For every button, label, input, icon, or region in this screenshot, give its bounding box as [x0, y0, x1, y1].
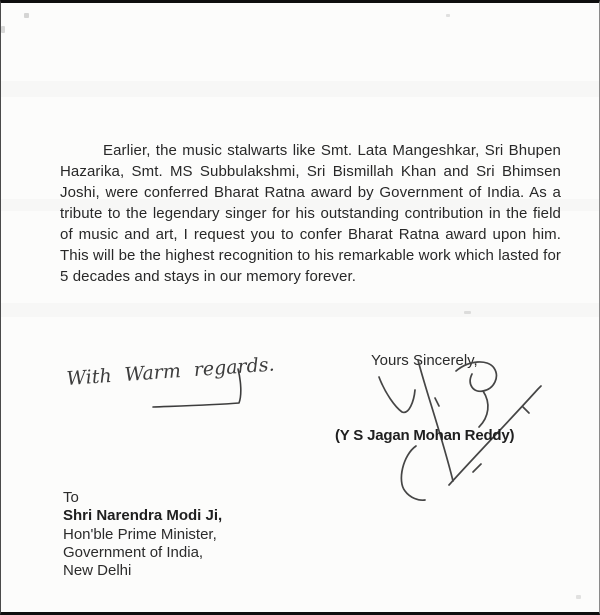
handwritten-regards-note [46, 341, 281, 426]
signature-stroke [435, 398, 439, 406]
valediction-text: Yours Sincerely, [371, 352, 478, 369]
scan-band [1, 303, 599, 317]
signature-stroke [379, 377, 415, 412]
recipient-title: Hon'ble Prime Minister, [63, 525, 217, 543]
recipient-organization: Government of India, [63, 543, 204, 561]
scan-band [1, 81, 599, 97]
signature-stroke [523, 407, 529, 413]
recipient-salutation: To [63, 489, 79, 506]
letter-body-paragraph: Earlier, the music stalwarts like Smt. Lata Mangeshkar, Sri Bhupen Hazarika, Smt. MS Subbulakshmi, Sri Bismillah Khan and Sri Bhimsen Joshi, were conferred Bharat Ratna award by Government of India. As a tribute to the legendary singer for his outstanding contribution in the field of music and art, I request you to confer Bharat Ratna award upon him. This will be the highest recognition to his remarkable work which lasted for 5 decades and stays in our memory forever. [60, 142, 561, 285]
scan-speck [576, 595, 581, 599]
recipient-address-block [63, 489, 222, 580]
signature-stroke [401, 446, 425, 500]
scan-speck [24, 13, 29, 18]
signature-stroke [418, 360, 453, 481]
recipient-city: New Delhi [63, 562, 132, 580]
signature-stroke [473, 464, 481, 472]
scan-speck [446, 14, 450, 17]
recipient-name: Shri Narendra Modi Ji, [63, 507, 223, 525]
signature-stroke [456, 362, 496, 391]
handwritten-regards-text: With Warm regards. [65, 353, 276, 390]
signatory-name: (Y S Jagan Mohan Reddy) [335, 427, 515, 444]
scan-speck [464, 311, 471, 314]
signature-stroke [479, 391, 488, 427]
scan-speck [1, 26, 5, 33]
